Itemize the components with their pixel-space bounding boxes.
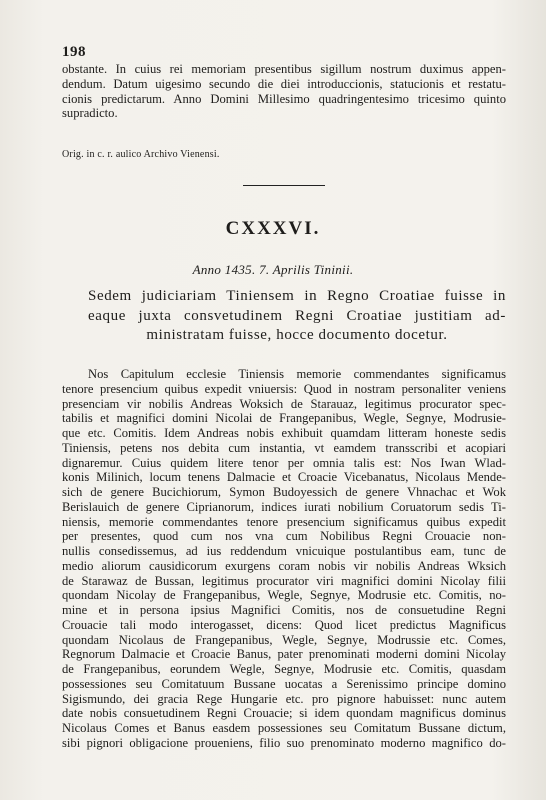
body-line: Nicolaus Comes et Banus easdem possessiones seu Comitatum Bussane dictum,: [62, 721, 506, 735]
body-line: konis Milinich, locum tenens Dalmacie et Croacie Vicebanatus, Nicolaus Mende-: [62, 470, 506, 485]
body-line: tabilis et magnifici domini Nicolai de Frangepanibus, Wegle, Segnye, Modrusie-: [62, 411, 506, 426]
body-line: que etc. Comitis. Idem Andreas nobis exhibuit quamdam litteram honeste sedis: [62, 426, 506, 440]
summary-line: ministratam fuisse, hocce documento docetur.: [146, 327, 448, 343]
body-line: Sigismundo, dei gracia Rege Hungarie etc. pro pignore habuisset: nunc autem: [62, 691, 506, 706]
body-text: [62, 367, 506, 751]
intro-line: cionis predictarum. Anno Domini Millesimo quadringentesimo tricesimo quinto: [62, 91, 506, 106]
body-line: medio aliorum causidicorum exurgens coram nobis vir nobilis Andreas Wksich: [62, 558, 506, 573]
body-line: date nobis consuetudinem Regni Crouacie; si idem quondam magnificus dominus: [62, 706, 506, 721]
body-line: niensis, memorie commendantes tenore presencium significamus quibus expedit: [62, 514, 506, 529]
body-line: sich de genere Bucichiorum, Symon Budoyessich de genere Vhnachac et Wok: [62, 485, 506, 499]
body-line: sibi pignori obligacione proueniens, filio suo prenominato moderno magnifico do-: [62, 735, 506, 750]
intro-paragraph: [62, 62, 506, 121]
body-line: de Starawaz de Bussan, legitimus procurator viri magnifici domini Nicolay filii: [62, 573, 506, 588]
body-line: Tiniensis, petens nos debita cum instantia, vt eamdem transscribi et acopiari: [62, 440, 506, 455]
body-line: possessiones seu Comitatuum Bussane uocatas a Serenissimo principe domino: [62, 676, 506, 691]
body-line: de Frangepanibus, eorundem Wegle, Segnye, Modrusie etc. Comitis, quasdam: [62, 662, 506, 676]
body-line: nullis consedissemus, ad ius reddendum vnicuique postulantibus eam, tunc de: [62, 544, 506, 558]
document-number: CXXXVI.: [225, 218, 321, 239]
body-line: quondam Nicolaus de Frangepanibus, Wegle, Segnye, Modrussie etc. Comes,: [62, 632, 506, 647]
body-line: dignaremur. Cuius quidem litere tenor per omnia talis est: Nos Iwan Wlad-: [62, 455, 506, 470]
intro-line: supradicto.: [62, 106, 118, 121]
summary-line: eaque juxta consvetudinem Regni Croatiae justitiam ad-: [88, 307, 506, 324]
page-number: 198: [62, 44, 86, 60]
body-line: Berislauich de genere Ciprianorum, indices iurati nobilium Coruatorum sedis Ti-: [62, 499, 506, 514]
intro-line: obstante. In cuius rei memoriam presentibus sigillum nostrum duximus appen-: [62, 62, 506, 76]
body-line: mine et in persona ipsius Magnifici Comitis, nos de consuetudine Regni: [62, 603, 506, 617]
source-note: Orig. in c. r. aulico Archivo Vienensi.: [62, 149, 220, 160]
body-line: Crouacie tali modo interogasset, dicens: Quod licet predictus Magnificus: [62, 617, 506, 632]
body-line: presenciam vir nobilis Andreas Woksich de Starauaz, legitimus procurator spec-: [62, 396, 506, 411]
section-divider: [243, 185, 325, 186]
body-line: Regnorum Dalmacie et Croacie Banus, pater prenominati moderni domini Nicolay: [62, 647, 506, 662]
body-line: quondam Nicolay de Frangepanibus, Wegle, Segnye, Modrusie etc. Comitis, no-: [62, 588, 506, 603]
body-line: per presentes, quod cum nos vna cum Nobilibus Regni Crouacie non-: [62, 529, 506, 544]
date-line: Anno 1435. 7. Aprilis Tininii.: [192, 262, 354, 277]
body-line: tenore presencium quibus expedit vniuersis: Quod in nostram personaliter veniens: [62, 381, 506, 396]
document-summary: [88, 287, 506, 346]
intro-line: dendum. Datum uigesimo secundo die diei introduccionis, statucionis et restatu-: [62, 76, 506, 91]
body-line: Nos Capitulum ecclesie Tiniensis memorie commendantes significamus: [88, 367, 506, 381]
summary-line: Sedem judiciariam Tiniensem in Regno Croatiae fuisse in: [88, 288, 506, 304]
